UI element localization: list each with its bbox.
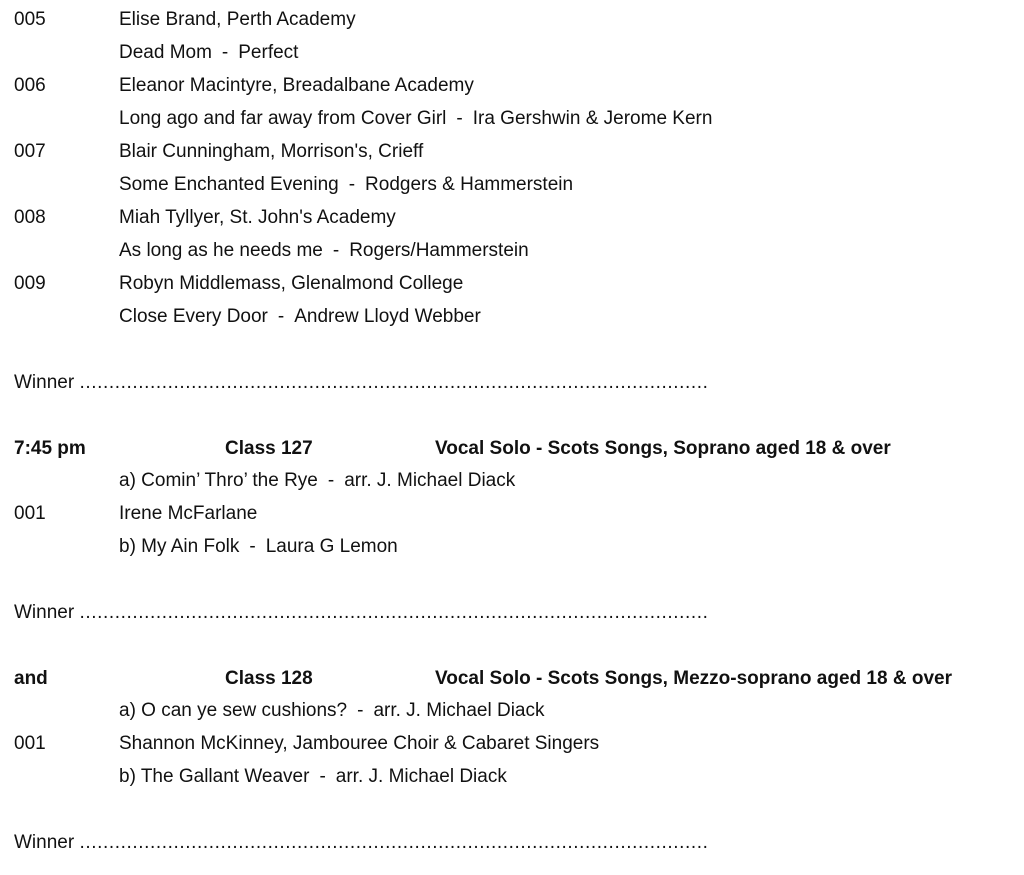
session-time: 7:45 pm xyxy=(14,438,86,459)
separator: - xyxy=(277,306,285,327)
song-title: As long as he needs me xyxy=(119,240,323,261)
performer-name: Robyn Middlemass, Glenalmond College xyxy=(119,273,464,294)
winner-dots: ........................................................................................................... xyxy=(79,832,709,853)
separator: - xyxy=(456,108,463,129)
song-line xyxy=(119,240,529,262)
entry-number: 001 xyxy=(14,503,46,524)
entry-number: 007 xyxy=(14,141,46,162)
performer-name: Blair Cunningham, Morrison's, Crieff xyxy=(119,141,424,162)
separator: - xyxy=(348,174,356,195)
class-number: Class 127 xyxy=(225,438,313,459)
winner-label: Winner xyxy=(14,602,75,623)
winner-dots: ........................................................................................................... xyxy=(79,602,709,623)
winner-label: Winner xyxy=(14,372,75,393)
arranger: arr. J. Michael Diack xyxy=(344,470,516,491)
entry-number: 001 xyxy=(14,733,46,754)
class-number: Class 128 xyxy=(225,668,313,689)
song-title: Long ago and far away from Cover Girl xyxy=(119,108,447,129)
song-line xyxy=(119,174,573,196)
winner-line xyxy=(14,832,709,854)
song-line xyxy=(119,700,545,722)
class-title: Vocal Solo - Scots Songs, Mezzo-soprano aged 18 & over xyxy=(435,668,952,689)
arranger: Laura G Lemon xyxy=(265,536,398,557)
song-line xyxy=(119,470,515,492)
song-title: Some Enchanted Evening xyxy=(119,174,339,195)
separator: - xyxy=(357,700,364,721)
song-title: Close Every Door xyxy=(119,306,268,327)
separator: - xyxy=(327,470,335,491)
session-time: and xyxy=(14,668,48,689)
winner-line xyxy=(14,602,709,624)
separator: - xyxy=(332,240,340,261)
song-title: a) Comin’ Thro’ the Rye xyxy=(119,470,318,491)
arranger: arr. J. Michael Diack xyxy=(335,766,507,787)
winner-line xyxy=(14,372,709,394)
performer-name: Shannon McKinney, Jambouree Choir & Cabaret Singers xyxy=(119,733,600,754)
composer: Rodgers & Hammerstein xyxy=(365,174,574,195)
separator: - xyxy=(319,766,326,787)
composer: Ira Gershwin & Jerome Kern xyxy=(472,108,713,129)
song-line xyxy=(119,536,398,558)
entry-number: 005 xyxy=(14,9,46,30)
song-title: a) O can ye sew cushions? xyxy=(119,700,348,721)
entry-number: 006 xyxy=(14,75,46,96)
song-line xyxy=(119,108,712,130)
song-title: b) My Ain Folk xyxy=(119,536,240,557)
class-title: Vocal Solo - Scots Songs, Soprano aged 18 & over xyxy=(435,438,891,459)
performer-name: Irene McFarlane xyxy=(119,503,258,524)
song-line xyxy=(119,306,481,328)
performer-name: Miah Tyllyer, St. John's Academy xyxy=(119,207,396,228)
entry-number: 009 xyxy=(14,273,46,294)
winner-dots: ........................................................................................................... xyxy=(79,372,709,393)
separator: - xyxy=(221,42,229,63)
performer-name: Elise Brand, Perth Academy xyxy=(119,9,356,30)
composer: Rogers/Hammerstein xyxy=(349,240,529,261)
winner-label: Winner xyxy=(14,832,75,853)
separator: - xyxy=(249,536,256,557)
song-line xyxy=(119,42,298,64)
performer-name: Eleanor Macintyre, Breadalbane Academy xyxy=(119,75,474,96)
song-title: b) The Gallant Weaver xyxy=(119,766,310,787)
entry-number: 008 xyxy=(14,207,46,228)
composer: Andrew Lloyd Webber xyxy=(294,306,481,327)
song-line xyxy=(119,766,507,788)
arranger: arr. J. Michael Diack xyxy=(373,700,545,721)
song-title: Dead Mom xyxy=(119,42,212,63)
composer: Perfect xyxy=(238,42,299,63)
